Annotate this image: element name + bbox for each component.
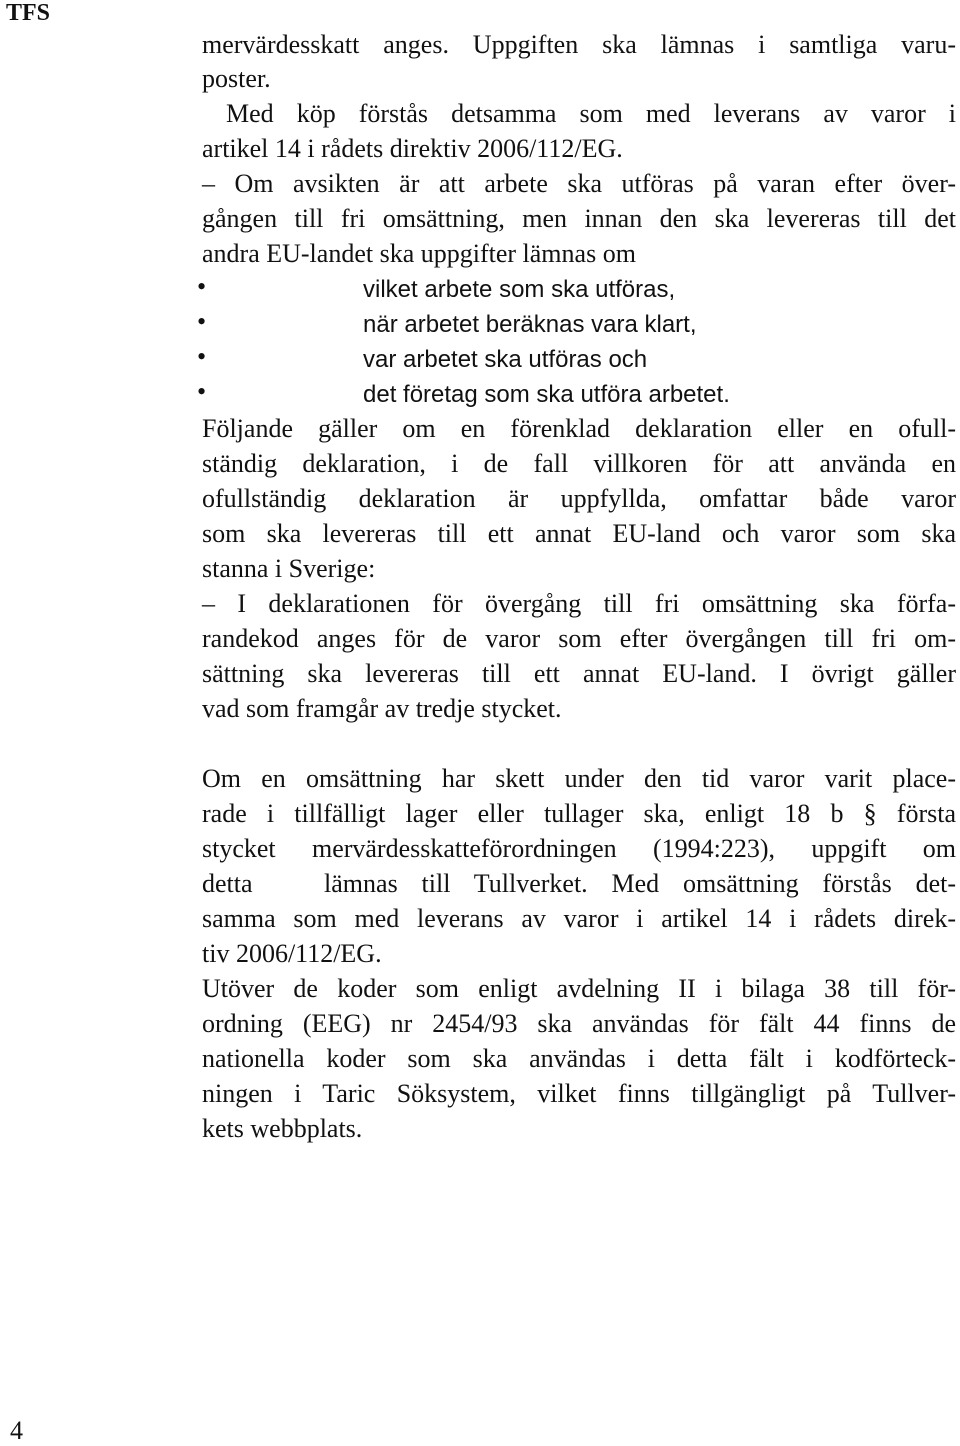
text-line: andra EU-landet ska uppgifter lämnas om [202,239,636,268]
header-mark: TFS [6,0,51,26]
text-line: ningen i Taric Söksystem, vilket finns tillgängligt på Tullver- [202,1079,956,1108]
text-line: vad som framgår av tredje stycket. [202,694,562,723]
bullet-item: vilket arbete som ska utföras, [363,276,676,303]
text-line: samma som med leverans av varor i artikel 14 i rådets direk- [202,904,956,933]
text-line: stycket mervärdesskatteförordningen (1994:223), uppgift om [202,834,956,863]
text-line: poster. [202,64,271,93]
bullet-icon: • [197,377,207,406]
text-line: Om en omsättning har skett under den tid varor varit place- [202,764,956,793]
text-line: artikel 14 i rådets direktiv 2006/112/EG. [202,134,623,163]
text-line: som ska levereras till ett annat EU-land och varor som ska [202,519,956,548]
text-line: Följande gäller om en förenklad deklaration eller en ofull- [202,414,956,443]
text-line: randekod anges för de varor som efter övergången till fri om- [202,624,956,653]
bullet-item: när arbetet beräknas vara klart, [363,311,697,338]
text-line: – Om avsikten är att arbete ska utföras på varan efter över- [202,169,956,198]
text-line: sättning ska levereras till ett annat EU-land. I övrigt gäller [202,659,956,688]
bullet-icon: • [197,342,207,371]
text-line: ständig deklaration, i de fall villkoren för att använda en [202,449,956,478]
text-line: – I deklarationen för övergång till fri omsättning ska förfa- [202,589,956,618]
bullet-icon: • [197,272,207,301]
text-line: gången till fri omsättning, men innan den ska levereras till det [202,204,956,233]
text-line: nationella koder som ska användas i detta fält i kodförteck- [202,1044,956,1073]
bullet-item: det företag som ska utföra arbetet. [363,381,730,408]
bullet-icon: • [197,307,207,336]
text-line: Med köp förstås detsamma som med leverans av varor i [226,99,956,128]
text-line: ofullständig deklaration är uppfyllda, omfattar både varor [202,484,956,513]
text-line: ordning (EEG) nr 2454/93 ska användas för fält 44 finns de [202,1009,956,1038]
text-line: stanna i Sverige: [202,554,376,583]
bullet-item: var arbetet ska utföras och [363,346,648,373]
text-line: tiv 2006/112/EG. [202,939,382,968]
text-line: Utöver de koder som enligt avdelning II i bilaga 38 till för- [202,974,956,1003]
page-number: 4 [10,1416,23,1445]
text-line: detta lämnas till Tullverket. Med omsättning förstås det- [202,869,956,898]
text-line: kets webbplats. [202,1114,363,1143]
text-line: rade i tillfälligt lager eller tullager ska, enligt 18 b § första [202,799,956,828]
text-line: mervärdesskatt anges. Uppgiften ska lämnas i samtliga varu- [202,30,956,59]
